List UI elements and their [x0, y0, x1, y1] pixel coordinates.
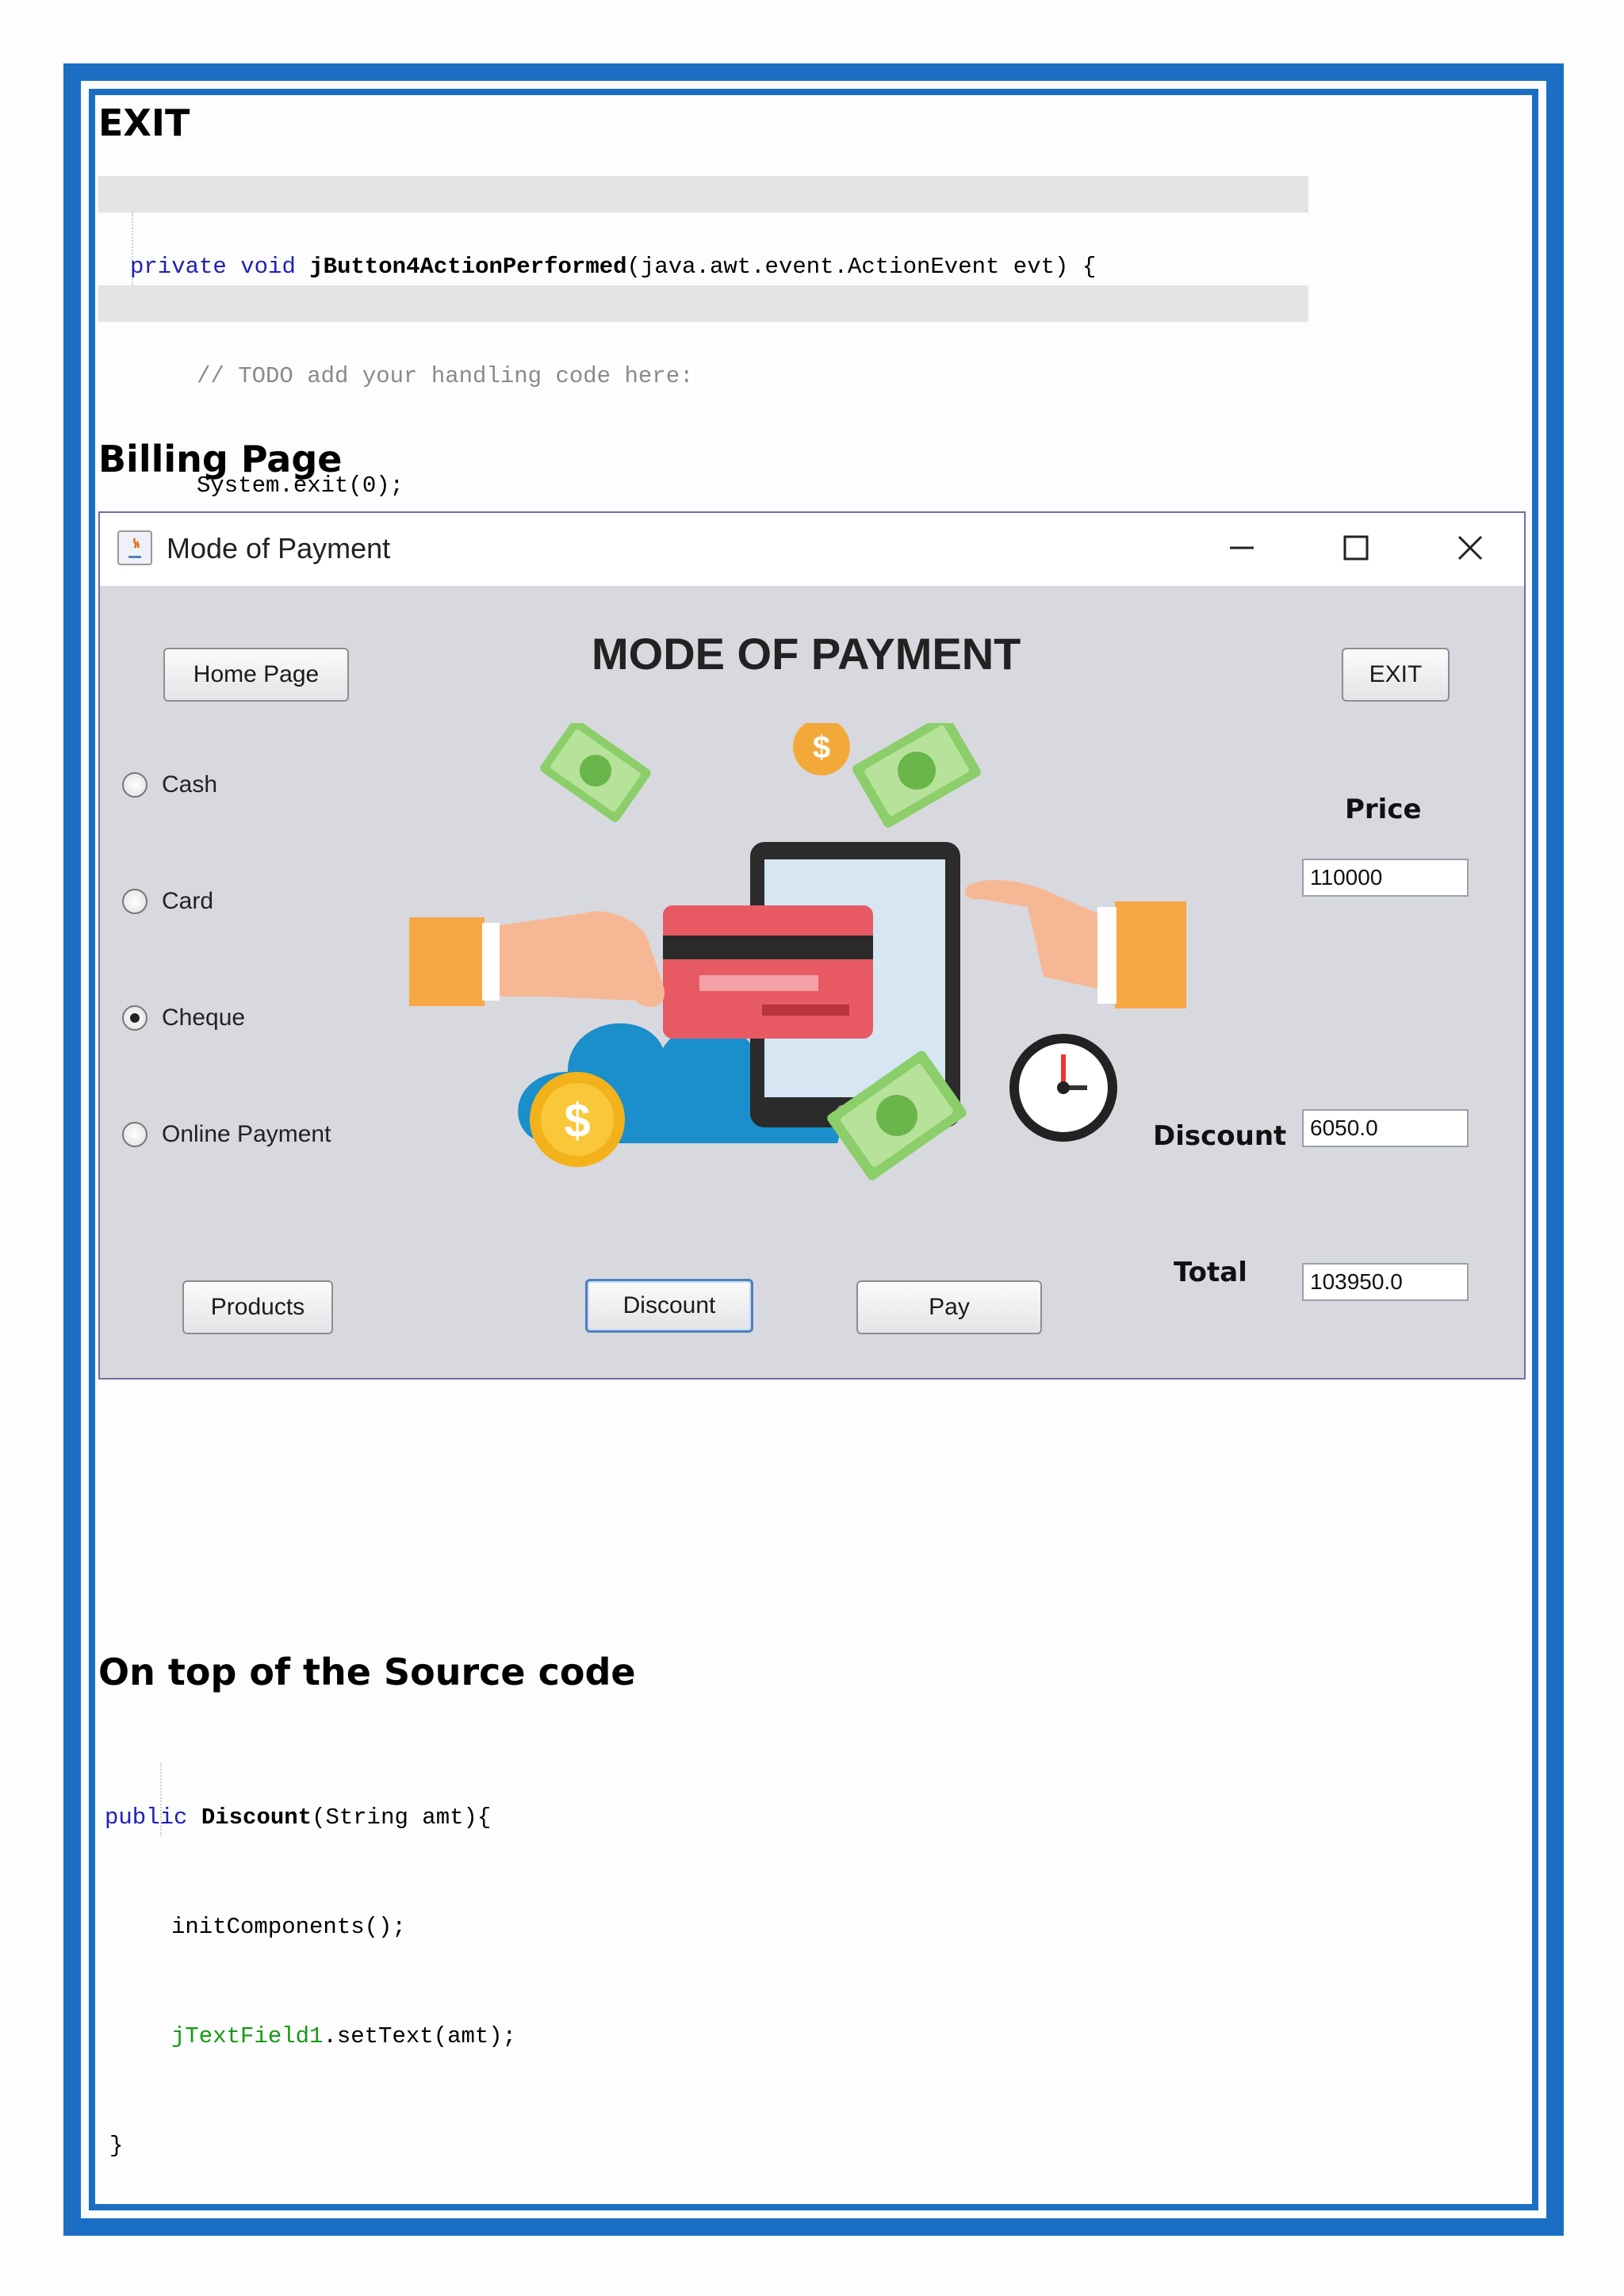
- coin-icon: [530, 1072, 625, 1167]
- banknote-icon: [538, 723, 653, 824]
- billing-section-heading: Billing Page: [98, 438, 343, 480]
- java-app-icon: [117, 530, 152, 565]
- discount-field[interactable]: 6050.0: [1302, 1109, 1469, 1147]
- home-page-button[interactable]: Home Page: [163, 648, 349, 702]
- clock-icon: [1009, 1034, 1117, 1142]
- code-line: System.exit(0);: [197, 473, 404, 499]
- discount-button[interactable]: Discount: [585, 1279, 753, 1333]
- code-line: initComponents();: [171, 1914, 406, 1940]
- price-label: Price: [1345, 794, 1422, 825]
- mode-of-payment-window: [98, 511, 1526, 1380]
- svg-text:$: $: [564, 1094, 591, 1147]
- close-icon[interactable]: [1438, 524, 1502, 572]
- mode-of-payment-heading: MODE OF PAYMENT: [592, 629, 1021, 679]
- banknote-icon: [851, 723, 982, 829]
- code-line: jTextField1.setText(amt);: [171, 2023, 517, 2049]
- discount-label: Discount: [1153, 1120, 1287, 1152]
- radio-circle[interactable]: [122, 889, 147, 914]
- window-titlebar: [100, 513, 1524, 586]
- code-line: private void jButton4ActionPerformed(java.awt.event.ActionEvent evt) {: [130, 254, 1097, 280]
- code-line: }: [109, 2133, 124, 2159]
- hand-left-icon: [409, 911, 665, 1007]
- radio-online-payment[interactable]: Online Payment: [122, 1121, 331, 1148]
- products-button[interactable]: Products: [182, 1280, 333, 1334]
- radio-circle[interactable]: [122, 772, 147, 798]
- radio-circle[interactable]: [122, 1122, 147, 1147]
- pay-button[interactable]: Pay: [856, 1280, 1042, 1334]
- total-label: Total: [1174, 1257, 1247, 1288]
- exit-section-heading: EXIT: [98, 101, 190, 144]
- svg-text:$: $: [812, 730, 831, 765]
- coin-icon: [793, 723, 850, 775]
- code-line: // TODO add your handling code here:: [197, 363, 694, 389]
- credit-card-icon: [663, 905, 873, 1039]
- radio-card[interactable]: Card: [122, 888, 213, 915]
- total-field[interactable]: 103950.0: [1302, 1263, 1469, 1301]
- window-title: Mode of Payment: [167, 532, 391, 564]
- radio-cash[interactable]: Cash: [122, 771, 217, 798]
- hand-right-icon: [965, 880, 1186, 1008]
- price-field[interactable]: 110000: [1302, 859, 1469, 897]
- source-code-block: [103, 1727, 737, 2159]
- payment-illustration: [409, 723, 1234, 1199]
- exit-button[interactable]: EXIT: [1342, 648, 1450, 702]
- code-line: public Discount(String amt){: [105, 1804, 492, 1831]
- radio-cheque[interactable]: Cheque: [122, 1004, 245, 1031]
- radio-circle-selected[interactable]: [122, 1005, 147, 1031]
- minimize-icon[interactable]: [1210, 524, 1274, 572]
- maximize-icon[interactable]: [1325, 524, 1388, 572]
- source-section-heading: On top of the Source code: [98, 1651, 636, 1693]
